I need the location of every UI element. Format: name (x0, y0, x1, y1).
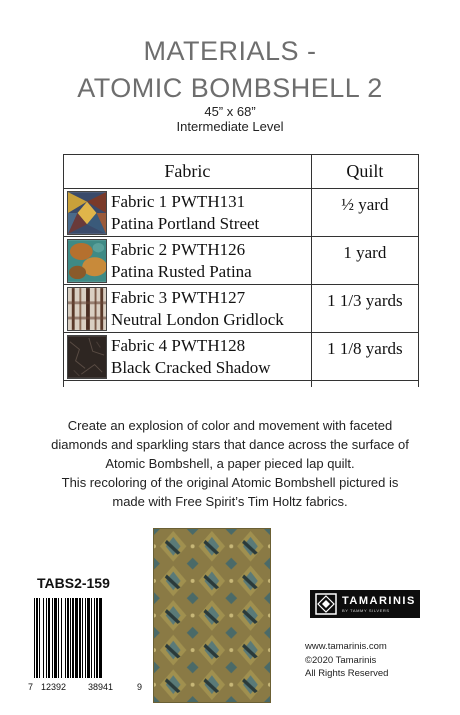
description-line: diamonds and sparkling stars that dance across the surface of (51, 437, 409, 452)
fabric-code: Fabric 2 PWTH126 (111, 240, 246, 259)
contact-info (305, 640, 388, 681)
tamarinis-logo-mark (314, 592, 338, 616)
header-fabric: Fabric (64, 155, 312, 189)
description-line: Atomic Bombshell, a paper pieced lap quilt. (105, 456, 355, 471)
fabric-cell (64, 189, 312, 237)
copyright: ©2020 Tamarinis (305, 654, 377, 666)
page-title-line2: ATOMIC BOMBSHELL 2 (77, 73, 383, 103)
rights: All Rights Reserved (305, 668, 389, 679)
fabric-code: Fabric 3 PWTH127 (111, 288, 246, 307)
barcode-digits: 12392 (41, 682, 67, 692)
fabric-name: Patina Rusted Patina (111, 262, 252, 281)
description-line: This recoloring of the original Atomic Bombshell pictured is (61, 475, 399, 490)
fabric-name: Black Cracked Shadow (111, 358, 271, 377)
barcode-digits: 38941 (88, 682, 114, 692)
fabric-cell (64, 285, 312, 333)
fabric-amount: ½ yard (311, 189, 418, 237)
quilt-image (153, 528, 271, 703)
table-row (64, 285, 419, 333)
fabric-amount: 1 yard (311, 237, 418, 285)
fabric-amount: 1 1/8 yards (311, 333, 418, 381)
fabric-name: Patina Portland Street (111, 214, 260, 233)
table-header-row (64, 155, 419, 189)
table-row (64, 189, 419, 237)
fabric-cell (64, 333, 312, 381)
fabric-swatch-2 (67, 239, 107, 283)
fabric-code: Fabric 1 PWTH131 (111, 192, 246, 211)
partial-cell (311, 381, 418, 387)
header-quilt: Quilt (311, 155, 418, 189)
website-link[interactable]: www.tamarinis.com (305, 641, 387, 652)
skill-level: Intermediate Level (176, 119, 284, 134)
description (30, 416, 430, 511)
fabric-swatch-4 (67, 335, 107, 379)
description-line: Create an explosion of color and movement with faceted (67, 418, 393, 433)
table-row-partial (64, 381, 419, 387)
barcode-digit: 9 (137, 682, 143, 692)
page-title-line1: MATERIALS - (143, 36, 317, 66)
logo-name: TAMARINIS (342, 594, 416, 607)
fabric-name: Neutral London Gridlock (111, 310, 284, 329)
fabric-cell (64, 237, 312, 285)
tamarinis-logo (310, 590, 420, 618)
quilt-dimensions: 45” x 68” (204, 104, 256, 119)
partial-cell (64, 381, 312, 387)
table-row (64, 237, 419, 285)
barcode-digit: 7 (28, 682, 34, 692)
logo-tagline: BY TAMMY SILVERS (342, 607, 390, 613)
fabric-code: Fabric 4 PWTH128 (111, 336, 246, 355)
fabric-swatch-3 (67, 287, 107, 331)
description-line: made with Free Spirit’s Tim Holtz fabrics. (112, 494, 348, 509)
fabric-swatch-1 (67, 191, 107, 235)
barcode (32, 598, 135, 678)
product-sku: TABS2-159 (37, 575, 110, 591)
table-row (64, 333, 419, 381)
fabric-amount: 1 1/3 yards (311, 285, 418, 333)
materials-table (63, 154, 419, 387)
